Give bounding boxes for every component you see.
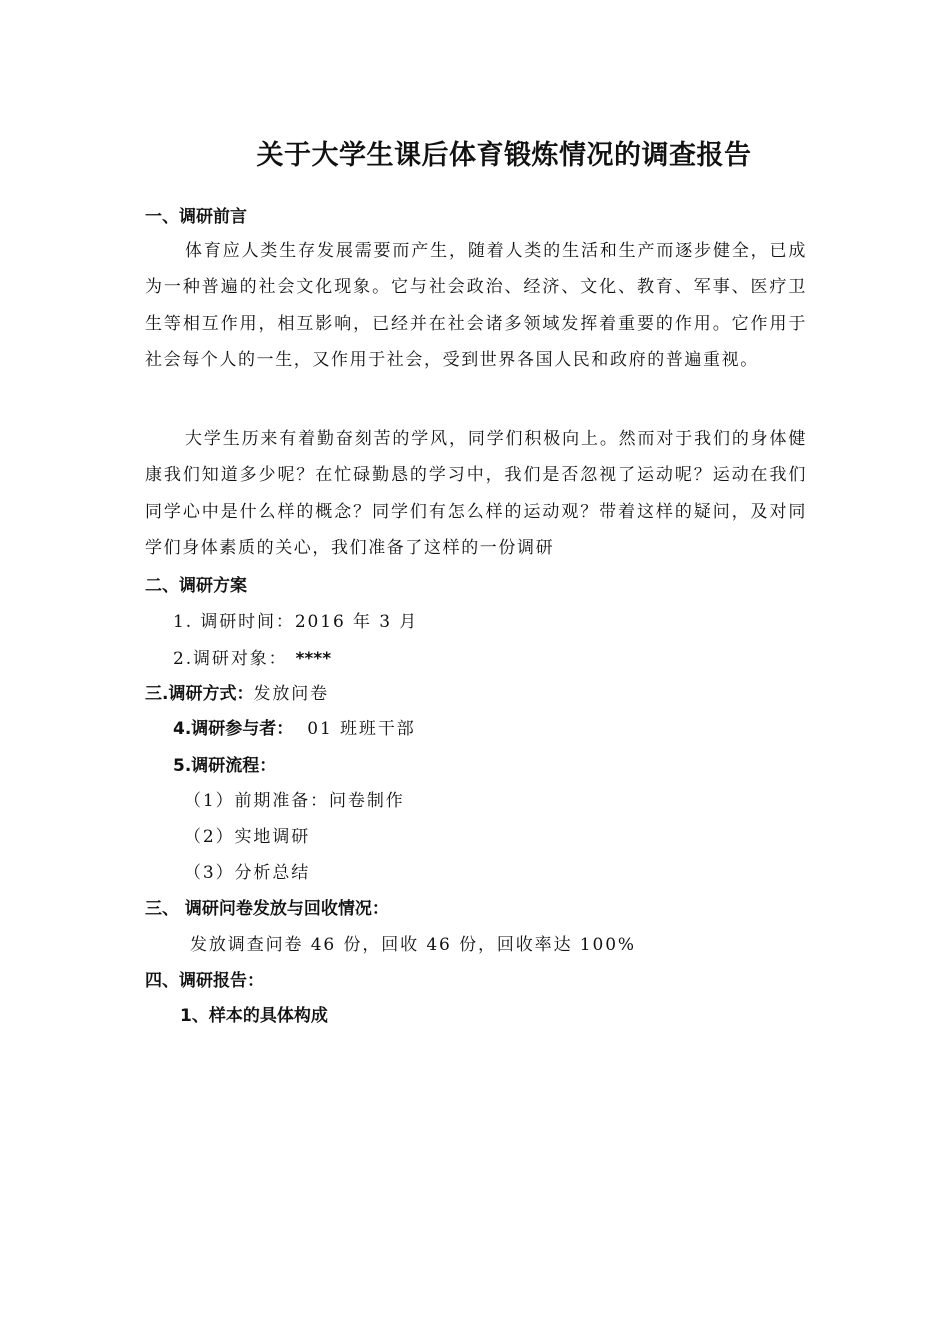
process-label: 5.调研流程： — [173, 756, 277, 776]
method-label: 三.调研方式： — [145, 684, 254, 704]
section-heading-report: 四、调研报告： — [145, 971, 264, 991]
distribution-text: 发放调查问卷 46 份，回收 46 份，回收率达 100% — [190, 935, 636, 955]
section-heading-distribution: 三、 调研问卷发放与回收情况： — [145, 899, 389, 919]
participants-line — [173, 717, 416, 741]
process-step-2: （2）实地调研 — [184, 827, 311, 847]
plan-item-target-value: **** — [295, 649, 332, 669]
preface-paragraph-1: 体育应人类生存发展需要而产生，随着人类的生活和生产而逐步健全，已成为一种普遍的社会文化现象。它与社会政治、经济、文化、教育、军事、医疗卫生等相互作用，相互影响，已经并在社会诸多领域发挥着重要的作用。它作用于社会每个人的一生，又作用于社会，受到世界各国人民和政府的普遍重视。 — [145, 241, 807, 371]
section-heading-plan: 二、调研方案 — [145, 576, 247, 596]
participants-value: 01 班班干部 — [307, 719, 416, 739]
method-line — [145, 682, 329, 706]
plan-item-target — [173, 647, 331, 671]
report-subheading-1: 1、样本的具体构成 — [180, 1006, 328, 1026]
section-heading-preface: 一、调研前言 — [145, 207, 247, 227]
preface-paragraph-2: 大学生历来有着勤奋刻苦的学风，同学们积极向上。然而对于我们的身体健康我们知道多少呢？在忙碌勤恳的学习中，我们是否忽视了运动呢？运动在我们同学心中是什么样的概念？同学们有怎么样的运动观？带着这样的疑问，及对同学们身体素质的关心，我们准备了这样的一份调研 — [145, 429, 807, 559]
process-step-3: （3）分析总结 — [184, 863, 311, 883]
method-value: 发放问卷 — [253, 684, 330, 704]
document-title: 关于大学生课后体育锻炼情况的调查报告 — [256, 140, 752, 171]
plan-item-time: 1. 调研时间：2016 年 3 月 — [173, 612, 419, 632]
participants-label: 4.调研参与者： — [173, 719, 294, 739]
process-step-1: （1）前期准备：问卷制作 — [184, 791, 405, 811]
plan-item-target-label: 2.调研对象： — [173, 649, 288, 669]
